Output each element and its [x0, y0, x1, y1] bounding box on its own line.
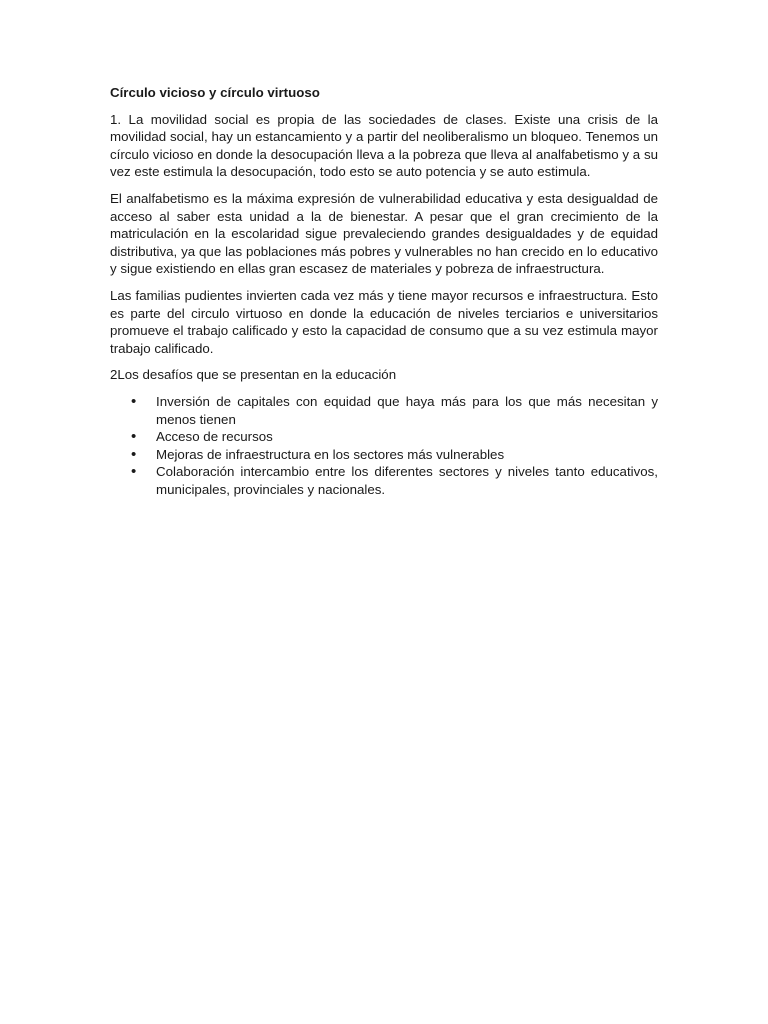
- bullet-icon: •: [131, 392, 137, 410]
- list-item-text: Acceso de recursos: [156, 429, 273, 445]
- list-item: [110, 428, 658, 446]
- challenges-list: [110, 393, 658, 499]
- list-item-text: Inversión de capitales con equidad que haya más para los que más necesitan y menos tienen: [156, 393, 658, 427]
- paragraph-desafios-heading: 2Los desafíos que se presentan en la educación: [110, 367, 397, 383]
- paragraph-movilidad-social: 1. La movilidad social es propia de las sociedades de clases. Existe una crisis de la movilidad social, hay un estancamiento y a partir del neoliberalismo un bloqueo. Tenemos un círculo vicioso en donde la desocupación lleva a la pobreza que lleva al analfabetismo y a su vez este estimula la desocupación, todo esto se auto potencia y se auto estimula.: [110, 111, 658, 180]
- bullet-icon: •: [131, 445, 137, 463]
- bullet-icon: •: [131, 428, 137, 446]
- list-item-text: Colaboración intercambio entre los diferentes sectores y niveles tanto educativos, municipales, provinciales y nacionales.: [156, 464, 658, 497]
- bullet-icon: •: [131, 463, 137, 481]
- list-item: [110, 393, 658, 428]
- document-page: [110, 84, 658, 498]
- list-item: [110, 463, 658, 498]
- list-item-text: Mejoras de infraestructura en los sectores más vulnerables: [156, 446, 505, 462]
- paragraph-familias-pudientes: Las familias pudientes invierten cada vez más y tiene mayor recursos e infraestructura. Esto es parte del circulo virtuoso en donde la educación de niveles terciarios e universitarios promueve el trabajo calificado y esto la capacidad de consumo que a su vez estimula mayor trabajo calificado.: [110, 287, 658, 356]
- paragraph-analfabetismo: El analfabetismo es la máxima expresión de vulnerabilidad educativa y esta desigualdad de acceso al saber esta unidad a la de bienestar. A pesar que el gran crecimiento de la matriculación en la escolaridad sigue prevaleciendo grandes desigualdades y de equidad distributiva, ya que las poblaciones más pobres y vulnerables no han crecido en lo educativo y sigue existiendo en ellas gran escasez de materiales y pobreza de infraestructura.: [110, 190, 658, 277]
- list-item: [110, 446, 658, 464]
- document-title: Círculo vicioso y círculo virtuoso: [110, 85, 320, 100]
